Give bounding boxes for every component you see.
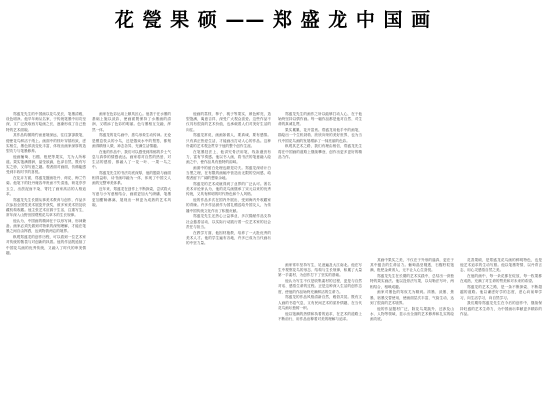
page-title: 花 甇 果 硕 —— 郑 盛 龙 中 国 画 xyxy=(114,9,432,31)
article-paragraph: 郑盛龙常说，画画如做人，要真诚，要有感情。只有真正热爱生活，才能画出打动人心的作品。这种朴素的艺术观念贯穿于他的整个创作生涯。 xyxy=(186,133,271,148)
article-paragraph: 他的作品多次在国内外展出，受到海内外收藏家的青睐。许多作品被作为国礼赠送给外国友人，为传播中国传统文化作出了积极贡献。 xyxy=(186,198,271,213)
article-paragraph: 纵观郑盛龙的创作历程，可以看到一位艺术家对传统的敬畏与对创新的执着。他的作品既延续了中国花鸟画的优秀传统，又融入了时代的审美情趣。 xyxy=(6,235,86,255)
article-paragraph: 在教学方面，他因材施教，培养了一大批优秀的美术人才。他的学生遍布各地，许多已成为当代画坛的中坚力量。 xyxy=(186,230,271,246)
article-column-2 xyxy=(92,112,171,401)
article-paragraph: 郑盛龙先生的书法功底深厚，他的题款与画面相得益彰，诗书画印融为一体，体现了中国文人画的完整审美体系。 xyxy=(92,171,171,186)
article-column-1 xyxy=(6,112,86,401)
article-paragraph: 画面中的留白处理也颇见功夫。郑盛龙深谙计白当黑之理，在有限的画幅中营造出无限的空间感，给观者留下广阔的想象余地。 xyxy=(186,165,271,181)
article-column-4 xyxy=(278,112,362,260)
article-paragraph: 花香果硕，是郑盛龙花鸟画的鲜明特色，也是他艺术追求的生动写照。他以笔墨寄情，以丹青言志，用心灵感悟自然之美。 xyxy=(460,258,542,273)
article-paragraph: 画家常年坚持写生，足迹遍及大江南北。他在写生中观察花鸟的形态、结构与生长规律，积累了大量第一手素材，为创作打下了坚实的基础。 xyxy=(278,263,362,278)
article-paragraph: 果实累累，花开富贵。郑盛龙用他手中的画笔，描绘出一个生机勃勃、欣欣向荣的美好世界，也为当代中国花鸟画的发展增添了一抹亮丽的色彩。 xyxy=(278,128,362,143)
article-column-7 xyxy=(460,258,542,401)
article-column-6 xyxy=(370,258,454,401)
article-paragraph: 郑盛龙先生的画作之所以能够打动人心，在于他始终坚持以情作画。每一幅作品都是他对自然、对生命的真诚礼赞。 xyxy=(278,112,362,127)
article-paragraph: 在笔墨技法上，他讲究骨法用笔，线条遒劲有力，富有节奏感。他以书入画，将书法的笔意融入绘画之中，使作品具有独特的韵味。 xyxy=(186,149,271,165)
article-paragraph: 他以饱满的热情和执着的追求，在艺术的道路上不断前行，用作品诠释着对美的理解与追求。 xyxy=(278,311,362,321)
article-paragraph: 其画中果实之美，不仅在于外形的逼真，更在于其中蕴含的生命活力。葡萄晶莹剔透，石榴籽粒饱满，枇杷金黄诱人，无不让人心生喜悦。 xyxy=(370,258,454,273)
article-column-3 xyxy=(186,112,271,401)
article-paragraph: 在他的作品中，我们可以感受到浓郁的乡土气息与真挚的情感表达。画家将对自然的热爱、对生活的感悟，都融入了一花一叶、一果一鸟之中。 xyxy=(92,149,171,170)
article-paragraph: 他画葡萄、石榴、枇杷等果实，尤为人所称道。果实饱满圆润，晶莹欲滴，色泽自然，既有写实之妙，又得写意之趣。观者面对画面，仿佛能感受到丰收时节的喜悦。 xyxy=(6,154,86,175)
article-paragraph: 他画的荔枝、柿子、桃子等果实，颜色鲜亮，造型饱满，寓意吉祥，深受广大观众喜爱。这些作品不仅具有很高的艺术价值，也承载着人们对美好生活的向往。 xyxy=(186,112,271,132)
article-paragraph: 郑盛龙的艺术成就得到了业界的广泛认可。著名美术评论家认为，他的花鸟画继承了宋元以来的优秀传统，又具有鲜明的时代特色和个人风格。 xyxy=(186,182,271,197)
article-paragraph: 郑盛龙的作品风格清新自然，雅俗共赏。既有文人画的书卷气息，又有民间艺术的质朴情趣，在当代花鸟画坛独树一帜。 xyxy=(278,295,362,310)
article-paragraph: 他认为，中国画的精神在于以形写神，形神兼备。画家必须先做到对物象的深刻理解，才能在笔墨之间自由挥洒，达到物我两忘的境界。 xyxy=(6,219,86,234)
article-paragraph: 画家对墨色的驾驭尤为精到。浓墨、淡墨、焦墨、宿墨交替使用，使画面层次丰富，气韵生动，达到了很高的艺术境界。 xyxy=(370,290,454,305)
article-paragraph: 在他的画中，每一朵花都在绽放，每一枚果都在成熟，充满了对生命的赞美和对未来的希望。 xyxy=(460,274,542,284)
article-paragraph: 纵观其艺术之路，我们有理由相信，郑盛龙先生将在中国画的道路上继续攀登，创作出更多更好的精品力作。 xyxy=(278,144,362,159)
article-paragraph: 其作品构图简约而意境深远，往往寥寥数笔，便使花鸟鲜活于纸上。画面中的枝叶穿插有致，虚实相生，墨色浓淡变化丰富，体现出画家深厚的造型功力与笔墨修养。 xyxy=(6,133,86,154)
article-column-5 xyxy=(278,263,362,401)
article-paragraph: 在花卉方面，郑盛龙擅画牡丹、荷花、梅兰竹菊。他笔下的牡丹雍容华贵而不失清逸，荷花亭亭玉立，出淤泥而不染，寄托了画家高洁的人格追求。 xyxy=(6,176,86,196)
article-paragraph: 近年来，郑盛龙在创作上不断探索，尝试将大写意与小写意相结合，画面更加大气磅礴，笔墨更加酣畅淋漓，展现出一种更为成熟的艺术风貌。 xyxy=(92,187,171,207)
article-paragraph: 郑盛龙先生的中国画以花鸟见长，笔墨清雅，设色明净。他早年师从名家，于传统笔墨中用功至深，又广泛汲取西方绘画之长，逐渐形成了自己独特的艺术面貌。 xyxy=(6,112,86,132)
article-paragraph: 他认为写生不仅是收集素材的过程，更是与自然对话、感悟生命的过程。正是这种深入生活的创作态度，使他的作品始终充满鲜活的生命力。 xyxy=(278,279,362,294)
article-paragraph: 郑盛龙先生在长期的艺术实践中，总结出一套独特的果实画法。他以没骨法写果，以勾勒法写叶，两相结合，相映成趣。 xyxy=(370,274,454,289)
article-paragraph: 郑盛龙先生还热心公益事业，多次捐献作品支持社会慈善活动，以实际行动践行着一位艺术家的社会责任与担当。 xyxy=(186,214,271,229)
article-paragraph: 画家在色彩运用上颇具匠心。他善于在水墨的基础上施以淡彩，使画面既保持了水墨画的清润，又增添了色彩的明丽。色与墨相互交融，浑然一体。 xyxy=(92,112,171,132)
article-paragraph: 郑盛龙先生长期从事美术教育与创作，作品多次参加全国性美术展览并获奖，被多家美术馆及收藏机构收藏。他主张艺术应源于生活，注重写生，常年深入山野田园观察花鸟草木的生长规律。 xyxy=(6,197,86,218)
article-paragraph: 他的作品题材广泛，除花鸟果蔬外，还涉及山水、人物等领域，显示出全面的艺术修养和扎实的绘画功底。 xyxy=(370,306,454,322)
article-paragraph: 郑盛龙的艺术之路，是一条不断探索、不断超越的道路。他以谦虚好学的态度，虚心向前辈学习，向生活学习，向自然学习。 xyxy=(460,285,542,300)
article-paragraph: 我们期待郑盛龙先生在今后的创作中，继续保持旺盛的艺术生命力，为中国画坛奉献更多精彩的作品。 xyxy=(460,301,542,316)
article-paragraph: 郑盛龙的花鸟画中，禽鸟形象生动传神。无论是栖息枝头的小鸟，还是嬉戏水中的鸳鸯，都刻画得精细入微，神态各异，充满生活情趣。 xyxy=(92,133,171,148)
